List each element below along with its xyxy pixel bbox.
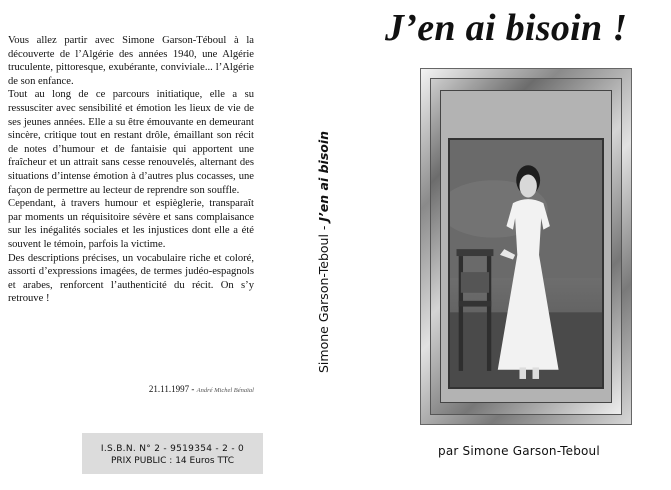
isbn-number: I.S.B.N. N° 2 - 9519354 - 2 - 0: [100, 444, 245, 454]
signature-author: André Michel Bénaïal: [196, 387, 254, 394]
blurb-paragraph-1: Vous allez partir avec Simone Garson-Téboul à la découverte de l’Algérie des années 1940, une Algérie truculente, pittoresque, exubérante, conviviale... l’Algérie de son enfance.: [8, 35, 254, 87]
front-cover-title: J’en ai bisoin !: [385, 7, 628, 49]
spine-title: J’en ai bisoin: [316, 130, 331, 222]
spine-author: Simone Garson-Teboul: [316, 234, 331, 373]
book-spine: [316, 83, 331, 373]
photo-frame-inner: [430, 78, 622, 415]
front-cover-byline: par Simone Garson-Teboul: [438, 444, 600, 458]
girl-in-white-dress-illustration: [450, 140, 602, 387]
blurb-signature: [8, 384, 254, 394]
photo-mat: [440, 90, 612, 403]
spine-separator: -: [316, 221, 331, 235]
isbn-price-box: [82, 433, 263, 474]
blurb-paragraph-4: Des descriptions précises, un vocabulaire riche et coloré, assorti d’expressions imagées, de termes judéo-espagnols et arabes, renforcent l’authenticité du récit. On s’y retrouve !: [8, 252, 254, 305]
blurb-paragraph-3: Cependant, à travers humour et espièglerie, transparaît par moments un réquisitoire sévère et sans complaisance sur les inégalités sociales et les injustices dont elle a été souvent le témoin, parfois la victime.: [8, 198, 254, 250]
cover-photo: [448, 138, 604, 389]
signature-date: 21.11.1997 -: [148, 384, 195, 394]
photo-frame: [420, 68, 632, 425]
back-cover-blurb: [8, 34, 254, 306]
blurb-paragraph-2: Tout au long de ce parcours initiatique, elle a su ressusciter avec sensibilité et émotion les lieux de vie de ses jeunes années. Elle a su être émouvante en demeurant sincère, critique tout en restant drôle, émaillant son récit de notes d’humour et de fantaisie qui apportent une fraîcheur et un attrait sans cesse renouvelés, alternant des situations d’intense émotion à d’autres plus cocasses, une façon de permettre au lecteur de reprendre son souffle.: [8, 89, 254, 196]
public-price: PRIX PUBLIC : 14 Euros TTC: [110, 456, 235, 466]
